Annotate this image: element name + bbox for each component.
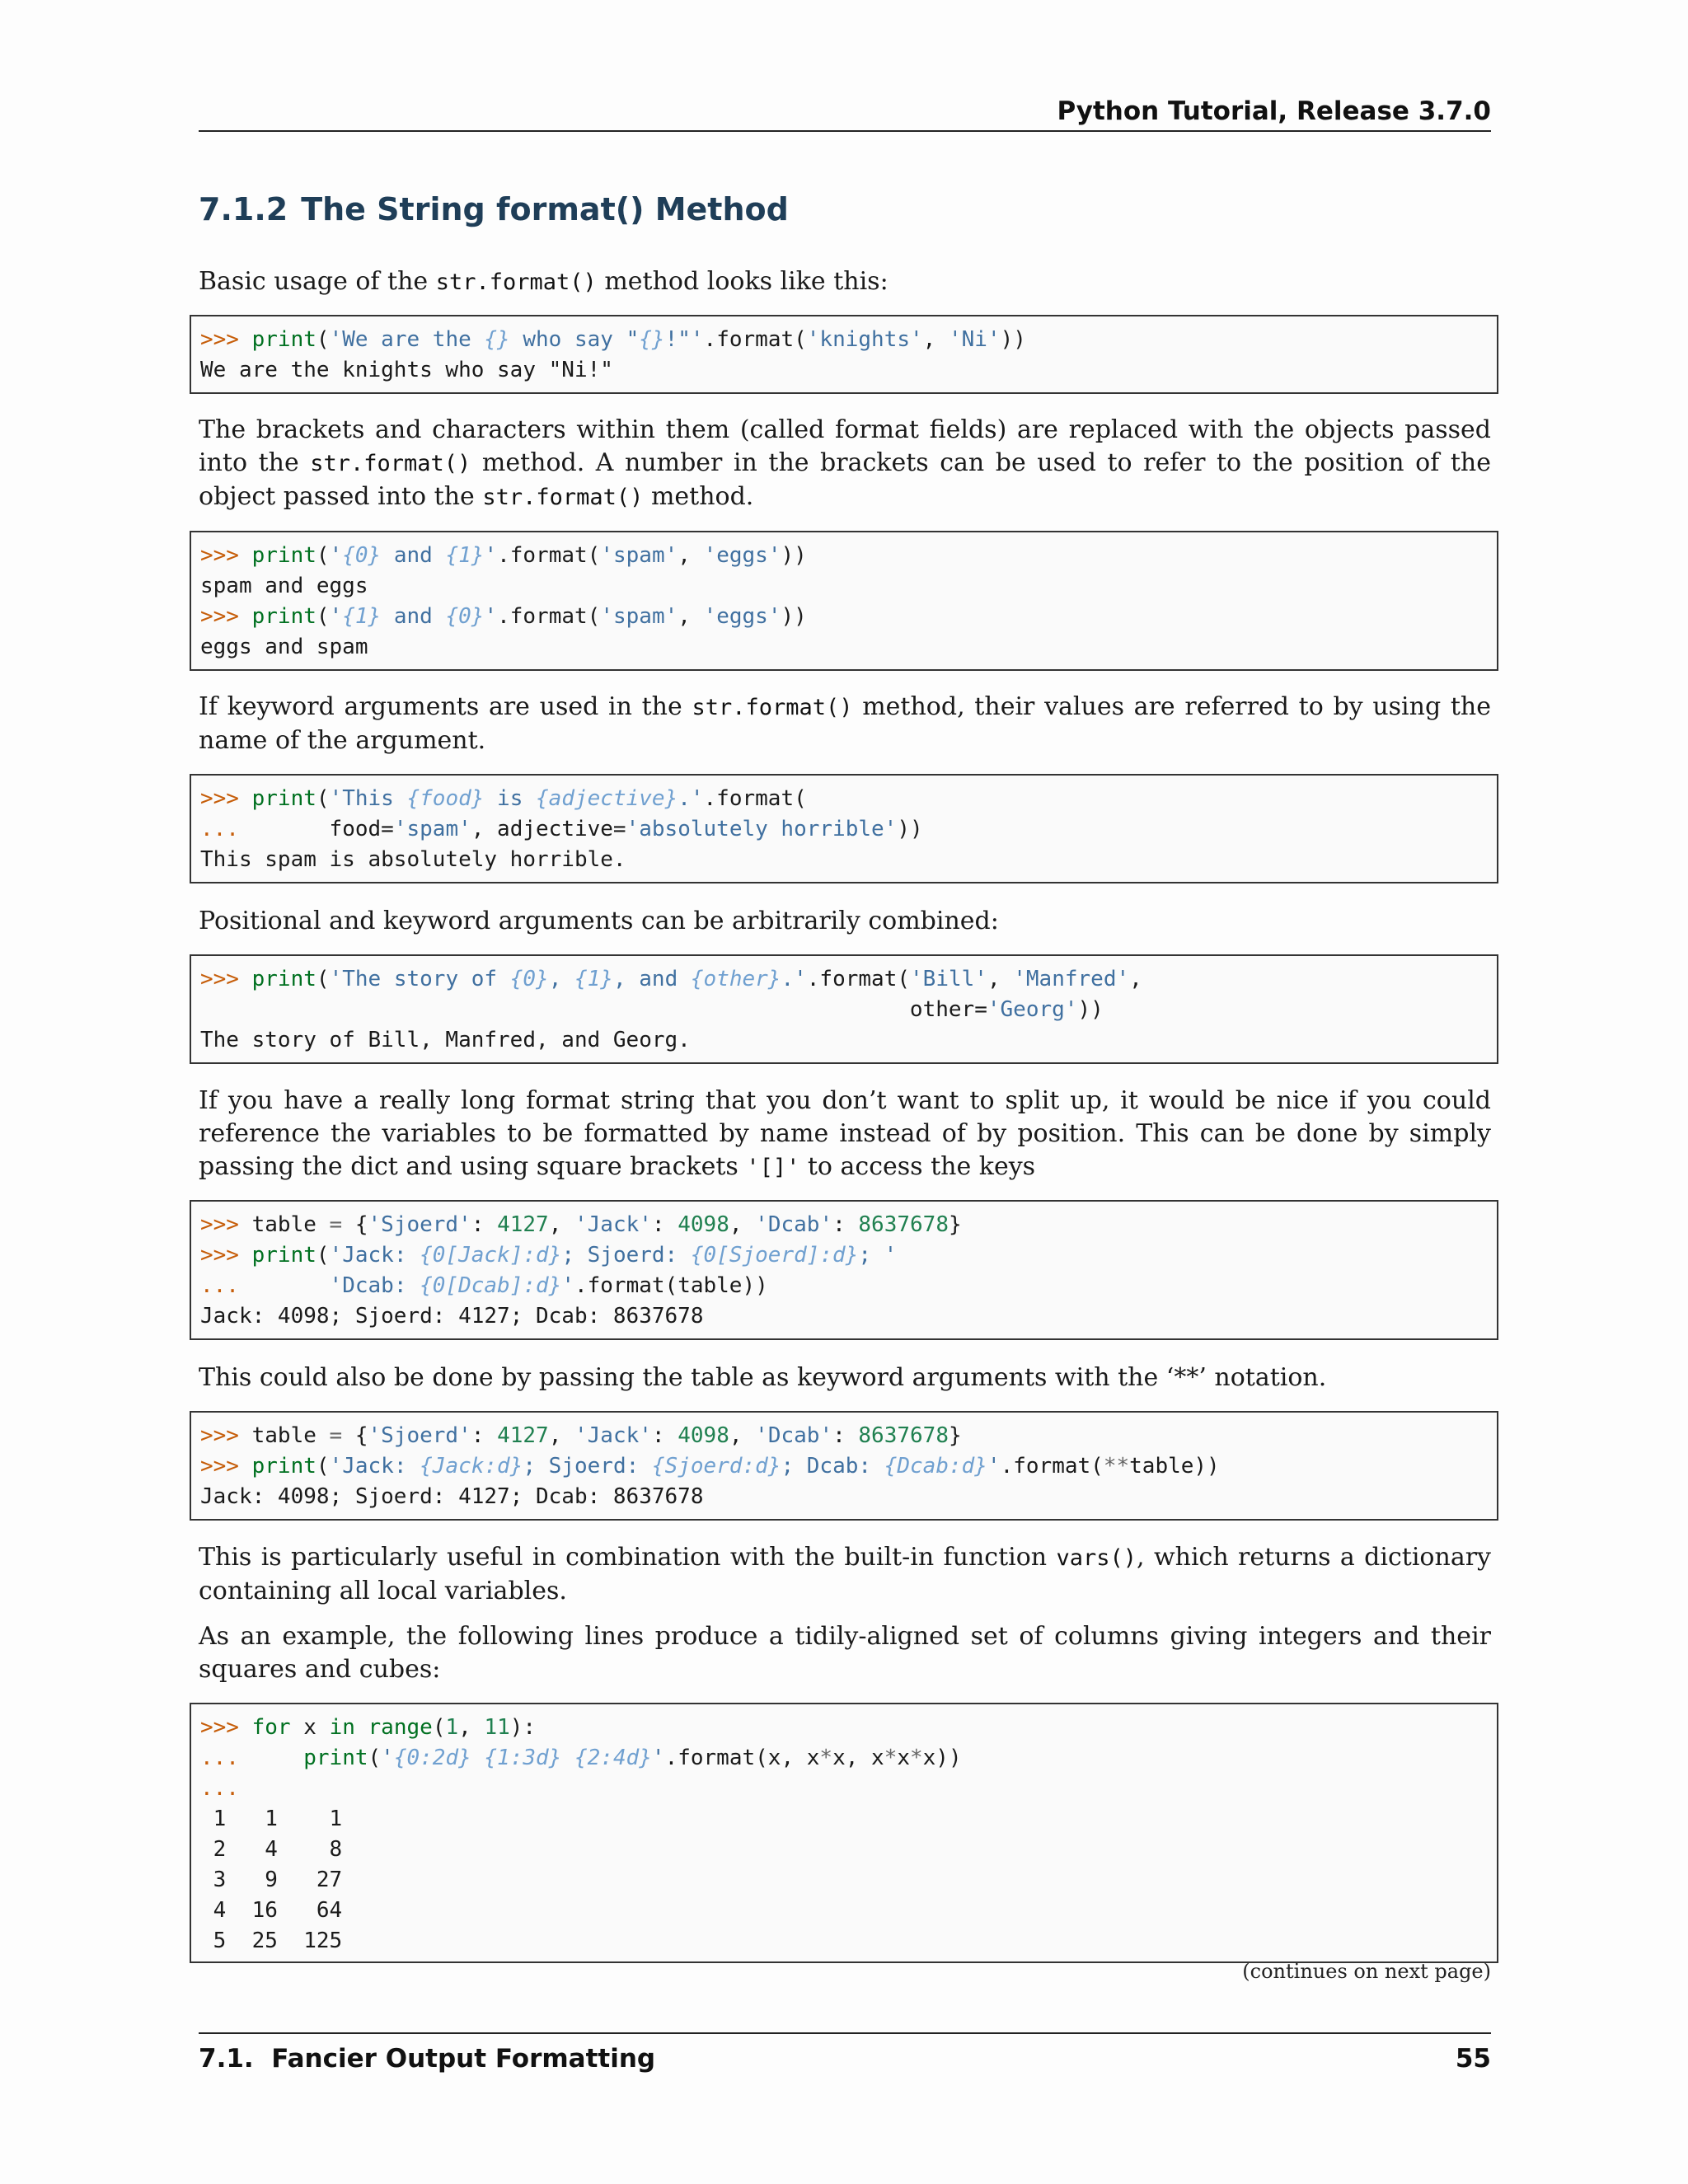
text-run: method looks like this: xyxy=(596,267,889,296)
section-number: 7.1.2 xyxy=(199,191,288,227)
footer-section: 7.1. Fancier Output Formatting xyxy=(199,2044,656,2074)
text-run: method, their values are referred to by using the name of the argument. xyxy=(199,692,1491,755)
inline-code: vars() xyxy=(1056,1545,1137,1571)
code-output-line: 1 1 1 xyxy=(200,1807,343,1831)
code-line: >>> table = {'Sjoerd': 4127, 'Jack': 4098, 'Dcab': 8637678} xyxy=(200,1212,962,1237)
code-line: other='Georg')) xyxy=(200,997,1104,1022)
text-run: to access the keys xyxy=(799,1152,1036,1181)
paragraph-kwargs-table: This could also be done by passing the table as keyword arguments with the ‘**’ notation. xyxy=(199,1363,1327,1392)
code-line: >>> print('{0} and {1}'.format('spam', 'eggs')) xyxy=(200,543,807,568)
text-run: If keyword arguments are used in the xyxy=(199,692,692,721)
code-output-line: We are the knights who say "Ni!" xyxy=(200,358,613,382)
text-run: method. xyxy=(643,482,754,511)
code-output-line: Jack: 4098; Sjoerd: 4127; Dcab: 8637678 xyxy=(200,1484,704,1509)
code-output-line: This spam is absolutely horrible. xyxy=(200,847,626,872)
code-line: ... xyxy=(200,1776,239,1801)
text-run: This is particularly useful in combination with the built-in function xyxy=(199,1543,1057,1572)
code-line: >>> print('{1} and {0}'.format('spam', 'eggs')) xyxy=(200,604,807,629)
code-line: >>> table = {'Sjoerd': 4127, 'Jack': 4098, 'Dcab': 8637678} xyxy=(200,1423,962,1448)
inline-code: '[]' xyxy=(746,1155,800,1180)
inline-code: str.format() xyxy=(692,695,853,720)
code-output-line: The story of Bill, Manfred, and Georg. xyxy=(200,1028,691,1052)
code-line: >>> for x in range(1, 11): xyxy=(200,1715,537,1740)
page-number: 55 xyxy=(1455,2044,1491,2074)
code-block-4 xyxy=(190,954,1498,1064)
inline-code: str.format() xyxy=(310,451,471,476)
section-title: The String format() Method xyxy=(301,191,789,227)
code-output-line: Jack: 4098; Sjoerd: 4127; Dcab: 8637678 xyxy=(200,1304,704,1329)
code-line: >>> print('Jack: {Jack:d}; Sjoerd: {Sjoerd:d}; Dcab: {Dcab:d}'.format(**table)) xyxy=(200,1454,1220,1479)
paragraph-vars xyxy=(199,1541,1491,1608)
running-footer xyxy=(199,2032,1491,2074)
code-block-6 xyxy=(190,1411,1498,1521)
code-line: ... print('{0:2d} {1:3d} {2:4d}'.format(x, x*x, x*x*x)) xyxy=(200,1746,962,1770)
code-block-7 xyxy=(190,1703,1498,1963)
text-run: , which returns a dictionary containing all local variables. xyxy=(199,1543,1491,1605)
paragraph-keyword-args xyxy=(199,691,1491,757)
code-line: >>> print('This {food} is {adjective}.'.format( xyxy=(200,786,807,811)
text-run: method. A number in the brackets can be used to refer to the position of the object passed into the xyxy=(199,448,1491,511)
code-block-2 xyxy=(190,531,1498,671)
paragraph-brackets xyxy=(199,414,1491,514)
paragraph-example: As an example, the following lines produce a tidily-aligned set of columns giving integers and their squares and cubes: xyxy=(199,1622,1491,1684)
code-block-5 xyxy=(190,1200,1498,1340)
code-block-1 xyxy=(190,315,1498,394)
paragraph-combined: Positional and keyword arguments can be arbitrarily combined: xyxy=(199,907,999,935)
running-header: Python Tutorial, Release 3.7.0 xyxy=(199,92,1491,132)
code-output-line: 3 9 27 xyxy=(200,1868,343,1892)
continues-note: (continues on next page) xyxy=(1242,1960,1491,1983)
code-line: ... 'Dcab: {0[Dcab]:d}'.format(table)) xyxy=(200,1273,768,1298)
paragraph-basic-usage xyxy=(199,265,1491,299)
text-run: The brackets and characters within them (called format fields) are replaced with the objects passed into the xyxy=(199,415,1491,477)
text-run: If you have a really long format string that you don’t want to split up, it would be nice if you could reference the variables to be formatted by name instead of by position. This can be done by simply passing the dict and using square brackets xyxy=(199,1086,1491,1181)
code-output-line: 5 25 125 xyxy=(200,1929,343,1953)
inline-code: str.format() xyxy=(435,269,597,295)
section-heading xyxy=(199,191,789,227)
code-line: >>> print('The story of {0}, {1}, and {other}.'.format('Bill', 'Manfred', xyxy=(200,967,1142,991)
code-output-line: 2 4 8 xyxy=(200,1837,343,1862)
inline-code: str.format() xyxy=(482,485,644,510)
code-line: >>> print('We are the {} who say "{}!"'.format('knights', 'Ni')) xyxy=(200,327,1026,352)
paragraph-long-format xyxy=(199,1085,1491,1184)
code-output-line: spam and eggs xyxy=(200,574,368,598)
code-line: >>> print('Jack: {0[Jack]:d}; Sjoerd: {0[Sjoerd]:d}; ' xyxy=(200,1243,898,1268)
text-run: Basic usage of the xyxy=(199,267,436,296)
code-output-line: eggs and spam xyxy=(200,635,368,659)
code-block-3 xyxy=(190,774,1498,883)
code-output-line: 4 16 64 xyxy=(200,1898,343,1923)
code-line: ... food='spam', adjective='absolutely horrible')) xyxy=(200,817,923,841)
